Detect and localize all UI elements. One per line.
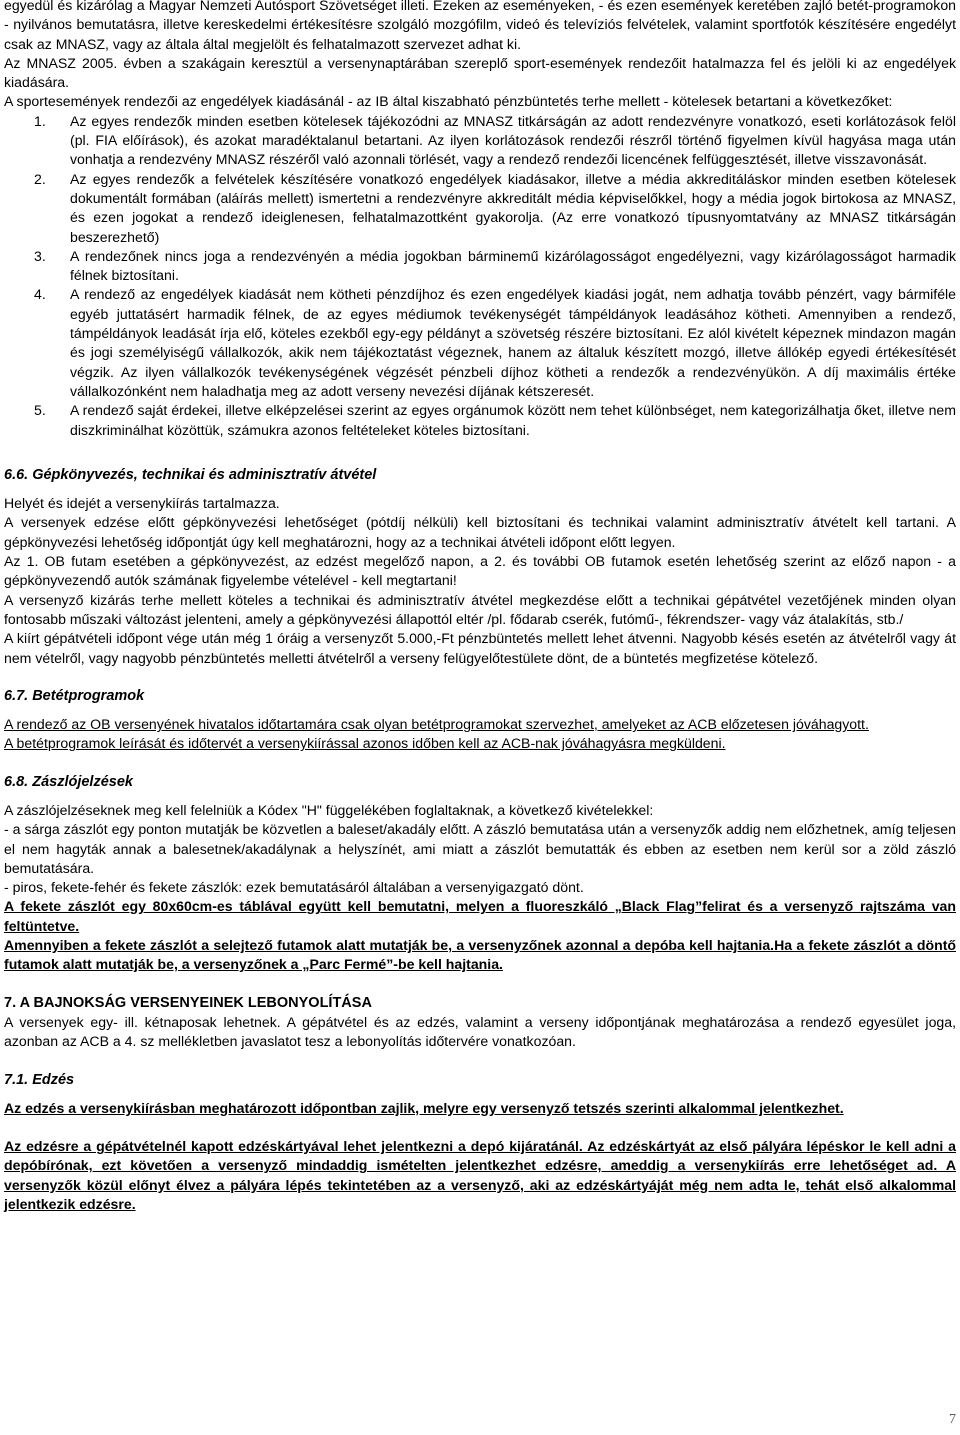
- paragraph: A betétprogramok leírását és időtervét a versenykiírással azonos időben kell az ACB-nak jóváhagyásra megküldeni.: [4, 735, 726, 752]
- list-number: 2.: [34, 170, 46, 187]
- list-item-text: A rendező az engedélyek kiadását nem kötheti pénzdíjhoz és ezen engedélyek kiadási jogát, nem adhatja tovább pénzért, vagy bármiféle egyéb juttatásért harmadik félnek, de az egyes médiumok tevékenységét támpéldányok leadásához kötheti. Amennyiben a rendező, támpéldányok leadását írja elő, köteles ezekből egy-egy példányt a szövetség részére biztosítani. Ez alól kivételt képeznek mindazon magán és jogi személyiségű vállalkozók, akik nem tájékoztatást végeznek, hanem az általuk készített mozgó, illetve állókép egyedi értékesítését végzik. Az ilyen vállalkozók tevékenységének végzését pénzbeli díjhoz kötheti a rendezők a rendezvényükön. A díj maximális értéke vállalkozónként nem haladhatja meg az adott verseny nevezési díjának kétszeresét.: [70, 286, 956, 399]
- paragraph: Helyét és idejét a versenykiírás tartalmazza.: [4, 495, 280, 512]
- section-heading-6-6: 6.6. Gépkönyvezés, technikai és adminisztratív átvétel: [4, 466, 377, 483]
- section-heading-7-1: 7.1. Edzés: [4, 1071, 75, 1088]
- list-item-text: A rendező saját érdekei, illetve elképzelései szerint az egyes orgánumok között nem tehet különbséget, nem kategorizálhatja őket, illetve nem diszkriminálhat közöttük, számukra azonos feltételeket köteles biztosítani.: [70, 402, 956, 438]
- media-rules-list: [4, 112, 956, 440]
- list-item: [4, 285, 956, 401]
- paragraph: Amennyiben a fekete zászlót a selejtező futamok alatt mutatják be, a versenyzőnek azonnal a depóba kell hajtania.Ha a fekete zászlót a döntő futamok alatt mutatják be, a versenyzőnek a „Parc Fermé”-be kell hajtania.: [4, 937, 956, 973]
- paragraph: A zászlójelzéseknek meg kell felelniük a Kódex "H" függelékében foglaltaknak, a következő kivételekkel:: [4, 801, 654, 818]
- paragraph: A versenyek edzése előtt gépkönyvezési lehetőséget (pótdíj nélküli) kell biztosítani és technikai valamint adminisztratív átvételt kell tartani. A gépkönyvezési lehetőség időpontját úgy kell meghatározni, hogy az a technikai átvételi időpont előtt legyen.: [4, 514, 956, 550]
- list-item: [4, 401, 956, 440]
- list-number: 1.: [34, 112, 46, 129]
- document-page: [4, 0, 956, 1214]
- intro-paragraph: egyedül és kizárólag a Magyar Nemzeti Autósport Szövetséget illeti. Ezeken az eseményeken, - és ezen események keretében zajló betét-programokon - nyilvános bemutatásra, illetve kereskedelmi értékesítésre szolgáló mozgófilm, videó és televíziós felvételek, valamint sportfotók készítésére engedélyt csak az MNASZ, vagy az általa által megjelölt és felhatalmazott szervezet adhat ki.: [4, 0, 956, 52]
- list-number: 4.: [34, 286, 46, 303]
- paragraph: Az edzés a versenykiírásban meghatározott időpontban zajlik, melyre egy versenyző tetszés szerinti alkalommal jelentkezhet.: [4, 1099, 844, 1116]
- list-item-text: A rendezőnek nincs joga a rendezvényén a média jogokban bárminemű kizárólagosságot engedélyezni, vagy kizárólagosságot harmadik félnek biztosítani.: [70, 247, 956, 284]
- section-heading-6-8: 6.8. Zászlójelzések: [4, 773, 133, 790]
- section-heading-6-7: 6.7. Betétprogramok: [4, 687, 145, 704]
- list-item: [4, 112, 956, 170]
- paragraph: A versenyző kizárás terhe mellett köteles a technikai és adminisztratív átvétel megkezdése előtt a technikai gépátvétel vezetőjének minden olyan fontosabb műszaki változást jelenteni, amely a gépkönyvezési állapottól eltér /pl. fődarab cserék, futómű-, fékrendszer- vagy váz átalakítás, stb./: [4, 591, 956, 627]
- paragraph: A rendező az OB versenyének hivatalos időtartamára csak olyan betétprogramokat szervezhet, amelyeket az ACB előzetesen jóváhagyott.: [4, 716, 869, 733]
- section-heading-7: 7. A BAJNOKSÁG VERSENYEINEK LEBONYOLÍTÁSA: [4, 994, 372, 1011]
- intro-paragraph: A sportesemények rendezői az engedélyek kiadásánál - az IB által kiszabható pénzbüntetés terhe mellett - kötelesek betartani a következőket:: [4, 93, 893, 110]
- page-number: 7: [949, 1411, 956, 1427]
- list-item: [4, 170, 956, 247]
- paragraph: A fekete zászlót egy 80x60cm-es táblával együtt kell bemutatni, melyen a fluoreszkáló „Black Flag”felirat és a versenyző rajtszáma van feltüntetve.: [4, 898, 956, 934]
- list-item-text: Az egyes rendezők minden esetben kötelesek tájékozódni az MNASZ titkárságán az adott rendezvényre vonatkozó, eseti korlátozások felöl (pl. FIA előírások), és azokat maradéktalanul betartani. Az ilyen korlátozások rendezői részről történő figyelmen kívül hagyása maga után vonhatja a rendezvény MNASZ részéről való azonnali törlését, vagy a rendező rendezői licencének felfüggesztését, illetve visszavonását.: [70, 112, 956, 168]
- paragraph: - piros, fekete-fehér és fekete zászlók: ezek bemutatásáról általában a versenyigazgató dönt.: [4, 879, 584, 896]
- list-number: 5.: [34, 402, 46, 419]
- list-item: [4, 247, 956, 286]
- intro-paragraph: Az MNASZ 2005. évben a szakágain keresztül a versenynaptárában szereplő sport-események rendezőit hatalmazza fel és jelöli ki az engedélyek kiadására.: [4, 54, 956, 91]
- list-item-text: Az egyes rendezők a felvételek készítésére vonatkozó engedélyek kiadásakor, illetve a média akkreditáláskor minden esetben kötelesek dokumentált formában (aláírás mellett) ismertetni a rendezvényre akkreditált média képviselőkkel, hogy a média jogok birtokosa az MNASZ, és ezen jogokat a rendező ideiglenesen, felhatalmazottként gyakorolja. (Az erre vonatkozó típusnyomtatvány az MNASZ titkárságán beszerezhető): [70, 170, 956, 245]
- paragraph: A kiírt gépátvételi időpont vége után még 1 óráig a versenyzőt 5.000,-Ft pénzbüntetés mellett lehet átvenni. Nagyobb késés esetén az átvételről vagy át nem vételről, vagy nagyobb pénzbüntetés melletti átvételről a verseny felügyelőtestülete dönt, de a büntetés megfizetése kötelező.: [4, 630, 956, 666]
- list-number: 3.: [34, 247, 46, 264]
- paragraph: - a sárga zászlót egy ponton mutatják be közvetlen a baleset/akadály előtt. A zászló bemutatása után a versenyzők addig nem előzhetnek, amíg teljesen el nem hagyták annak a balesetnek/akadálynak a helyszínét, ami miatt a zászlót bemutatták és ebben az esetben nem kerül sor a zöld zászló bemutatására.: [4, 821, 956, 876]
- paragraph: A versenyek egy- ill. kétnaposak lehetnek. A gépátvétel és az edzés, valamint a verseny időpontjának meghatározása a rendező egyesület joga, azonban az ACB a 4. sz mellékletben javaslatot tesz a lebonyolítás időtervére vonatkozóan.: [4, 1013, 956, 1050]
- paragraph: Az 1. OB futam esetében a gépkönyvezést, az edzést megelőző napon, a 2. és további OB futamok esetén lehetőség szerint az előző napon - a gépkönyvezendő autók számának figyelembe vételével - kell megtartani!: [4, 553, 956, 589]
- paragraph: Az edzésre a gépátvételnél kapott edzéskártyával lehet jelentkezni a depó kijáratánál. Az edzéskártyát az első pályára lépéskor le kell adni a depóbírónak, ezt követően a versenyző mindaddig ismételten jelentkezhet edzésre, ameddig a versenykiírás erre lehetőséget ad. A versenyzők közül előnyt élvez a pályára lépés tekintetében az a versenyző, aki az edzéskártyáját még nem adta le, tehát első alkalommal jelentkezik edzésre.: [4, 1138, 956, 1213]
